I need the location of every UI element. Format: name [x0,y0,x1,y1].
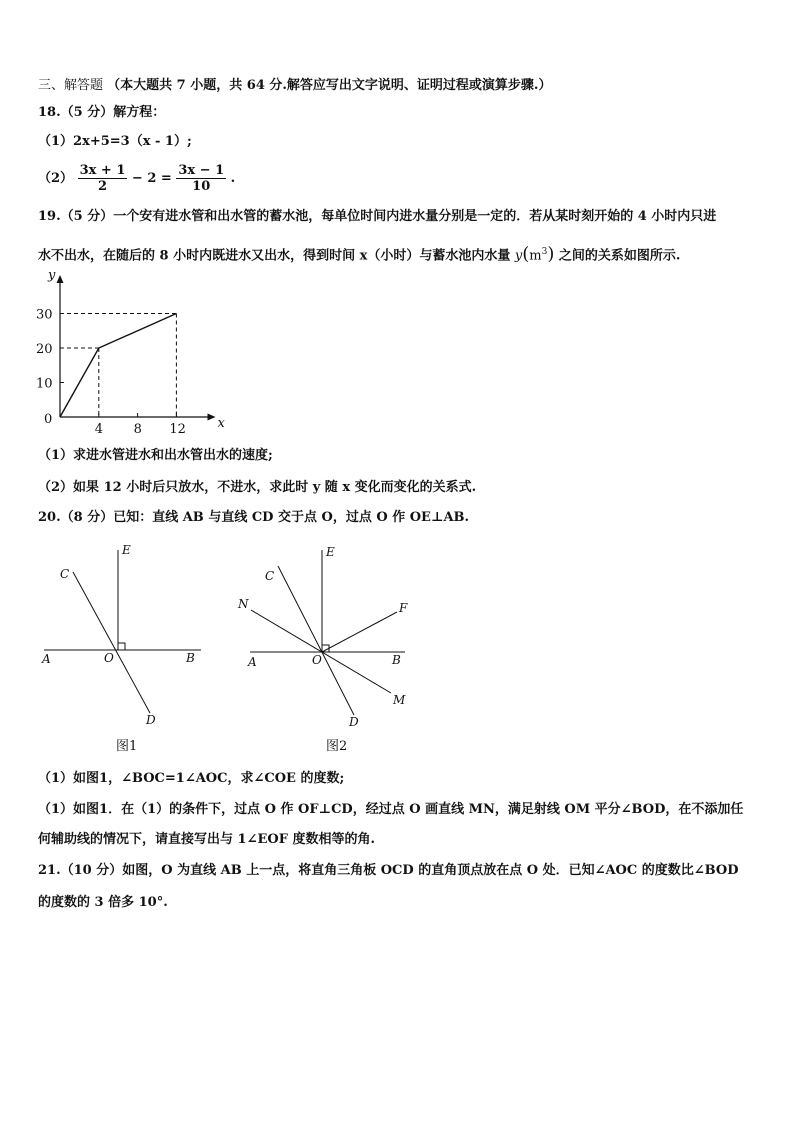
label-o: O [104,651,114,665]
q19-unit-exponent: 3 [541,247,548,257]
q19-y-symbol: y [514,248,523,264]
q20-figure-2 [238,540,430,754]
q19-text-line1: 19.（5 分）一个安有进水管和出水管的蓄水池，每单位时间内进水量分别是一定的．若从某时刻开始的 4 小时内只进 [38,209,717,224]
q20-sub2-line1: （1）如图1．在（1）的条件下，过点 O 作 OF⊥CD，经过点 O 画直线 MN，满足射线 OM 平分∠BOD，在不添加任 [38,802,744,817]
q21-text-line2: 的度数的 3 倍多 10°. [38,895,168,910]
q21-text-line1: 21.（10 分）如图，O 为直线 AB 上一点，将直角三角板 OCD 的直角顶点放在点 O 处．已知∠AOC 的度数比∠BOD [38,863,739,878]
label-m: M [393,693,406,707]
section-header [38,77,551,95]
q18-fraction-right-numerator: 3x − 1 [178,163,225,178]
q18-heading: 18.（5 分）解方程： [38,105,166,120]
q18-part2-label: （2） [38,171,74,186]
origin-label: 0 [44,412,53,427]
y-axis-label: y [48,268,56,283]
graph-series [60,314,176,418]
figure-1-caption: 图1 [116,739,138,754]
q19-text-line2 [38,243,680,265]
label-e: E [122,543,131,557]
q18-part2-end: . [230,171,236,186]
q19-line-graph [30,268,260,438]
line-cd [73,572,150,713]
q18-fraction-right-denominator: 10 [192,179,211,194]
label-b: B [392,653,401,667]
q19-sub2: （2）如果 12 小时后只放水，不进水，求此时 y 随 x 变化而变化的关系式. [38,480,477,495]
q18-part1: （1）2x+5=3（x - 1）; [38,134,192,149]
section-note: （本大题共 7 小题，共 64 分.解答应写出文字说明、证明过程或演算步骤.） [107,78,552,93]
right-angle-mark [118,643,125,650]
y-axis-arrow [57,275,64,283]
q19-paren-close: ) [547,243,555,265]
q19-sub1: （1）求进水管进水和出水管出水的速度; [38,448,273,463]
y-tick-label: 30 [36,307,53,323]
q19-unit: m [529,248,542,264]
q18-fraction-right [176,163,226,194]
figure-2-caption: 图2 [326,739,348,754]
label-o: O [312,653,322,667]
q20-heading: 20.（8 分）已知：直线 AB 与直线 CD 交于点 O，过点 O 作 OE⊥AB. [38,510,470,525]
label-n: N [238,597,249,611]
q20-sub1: （1）如图1，∠BOC=1∠AOC，求∠COE 的度数; [38,771,345,786]
series-line [60,314,176,418]
q19-text-line2-b: 之间的关系如图所示. [558,248,681,264]
q19-paren-open: ( [522,243,530,265]
q18-fraction-left [78,163,128,194]
label-c: C [265,569,275,583]
x-axis-label: x [217,416,225,431]
label-f: F [399,601,408,615]
x-tick-label: 12 [169,422,186,437]
graph-axes [57,275,216,421]
y-tick-label: 10 [36,376,53,392]
q18-fraction-left-numerator: 3x + 1 [79,163,126,178]
q18-fraction-left-denominator: 2 [97,179,107,194]
graph-labels [36,268,226,437]
y-tick-label: 20 [36,342,53,357]
label-e: E [326,545,335,559]
q18-minus-two-equals: − 2 = [131,171,172,186]
label-a: A [42,652,51,666]
label-c: C [60,567,70,581]
label-b: B [186,651,195,665]
q20-figure-1 [36,540,216,754]
x-tick-label: 4 [94,422,104,437]
x-axis-arrow [208,414,216,421]
q19-text-line2-a: 水不出水，在随后的 8 小时内既进水又出水，得到时间 x（小时）与蓄水池内水量 [38,248,511,264]
q18-part2 [38,162,235,196]
q20-sub2-line2: 何辅助线的情况下，请直接写出与 1∠EOF 度数相等的角. [38,832,375,847]
section-title: 三、解答题 [38,78,104,93]
x-tick-label: 8 [133,422,142,437]
graph-guides [60,314,176,418]
label-a: A [248,655,257,669]
label-d: D [146,713,156,727]
ray-of [322,612,397,652]
label-d: D [349,715,359,729]
